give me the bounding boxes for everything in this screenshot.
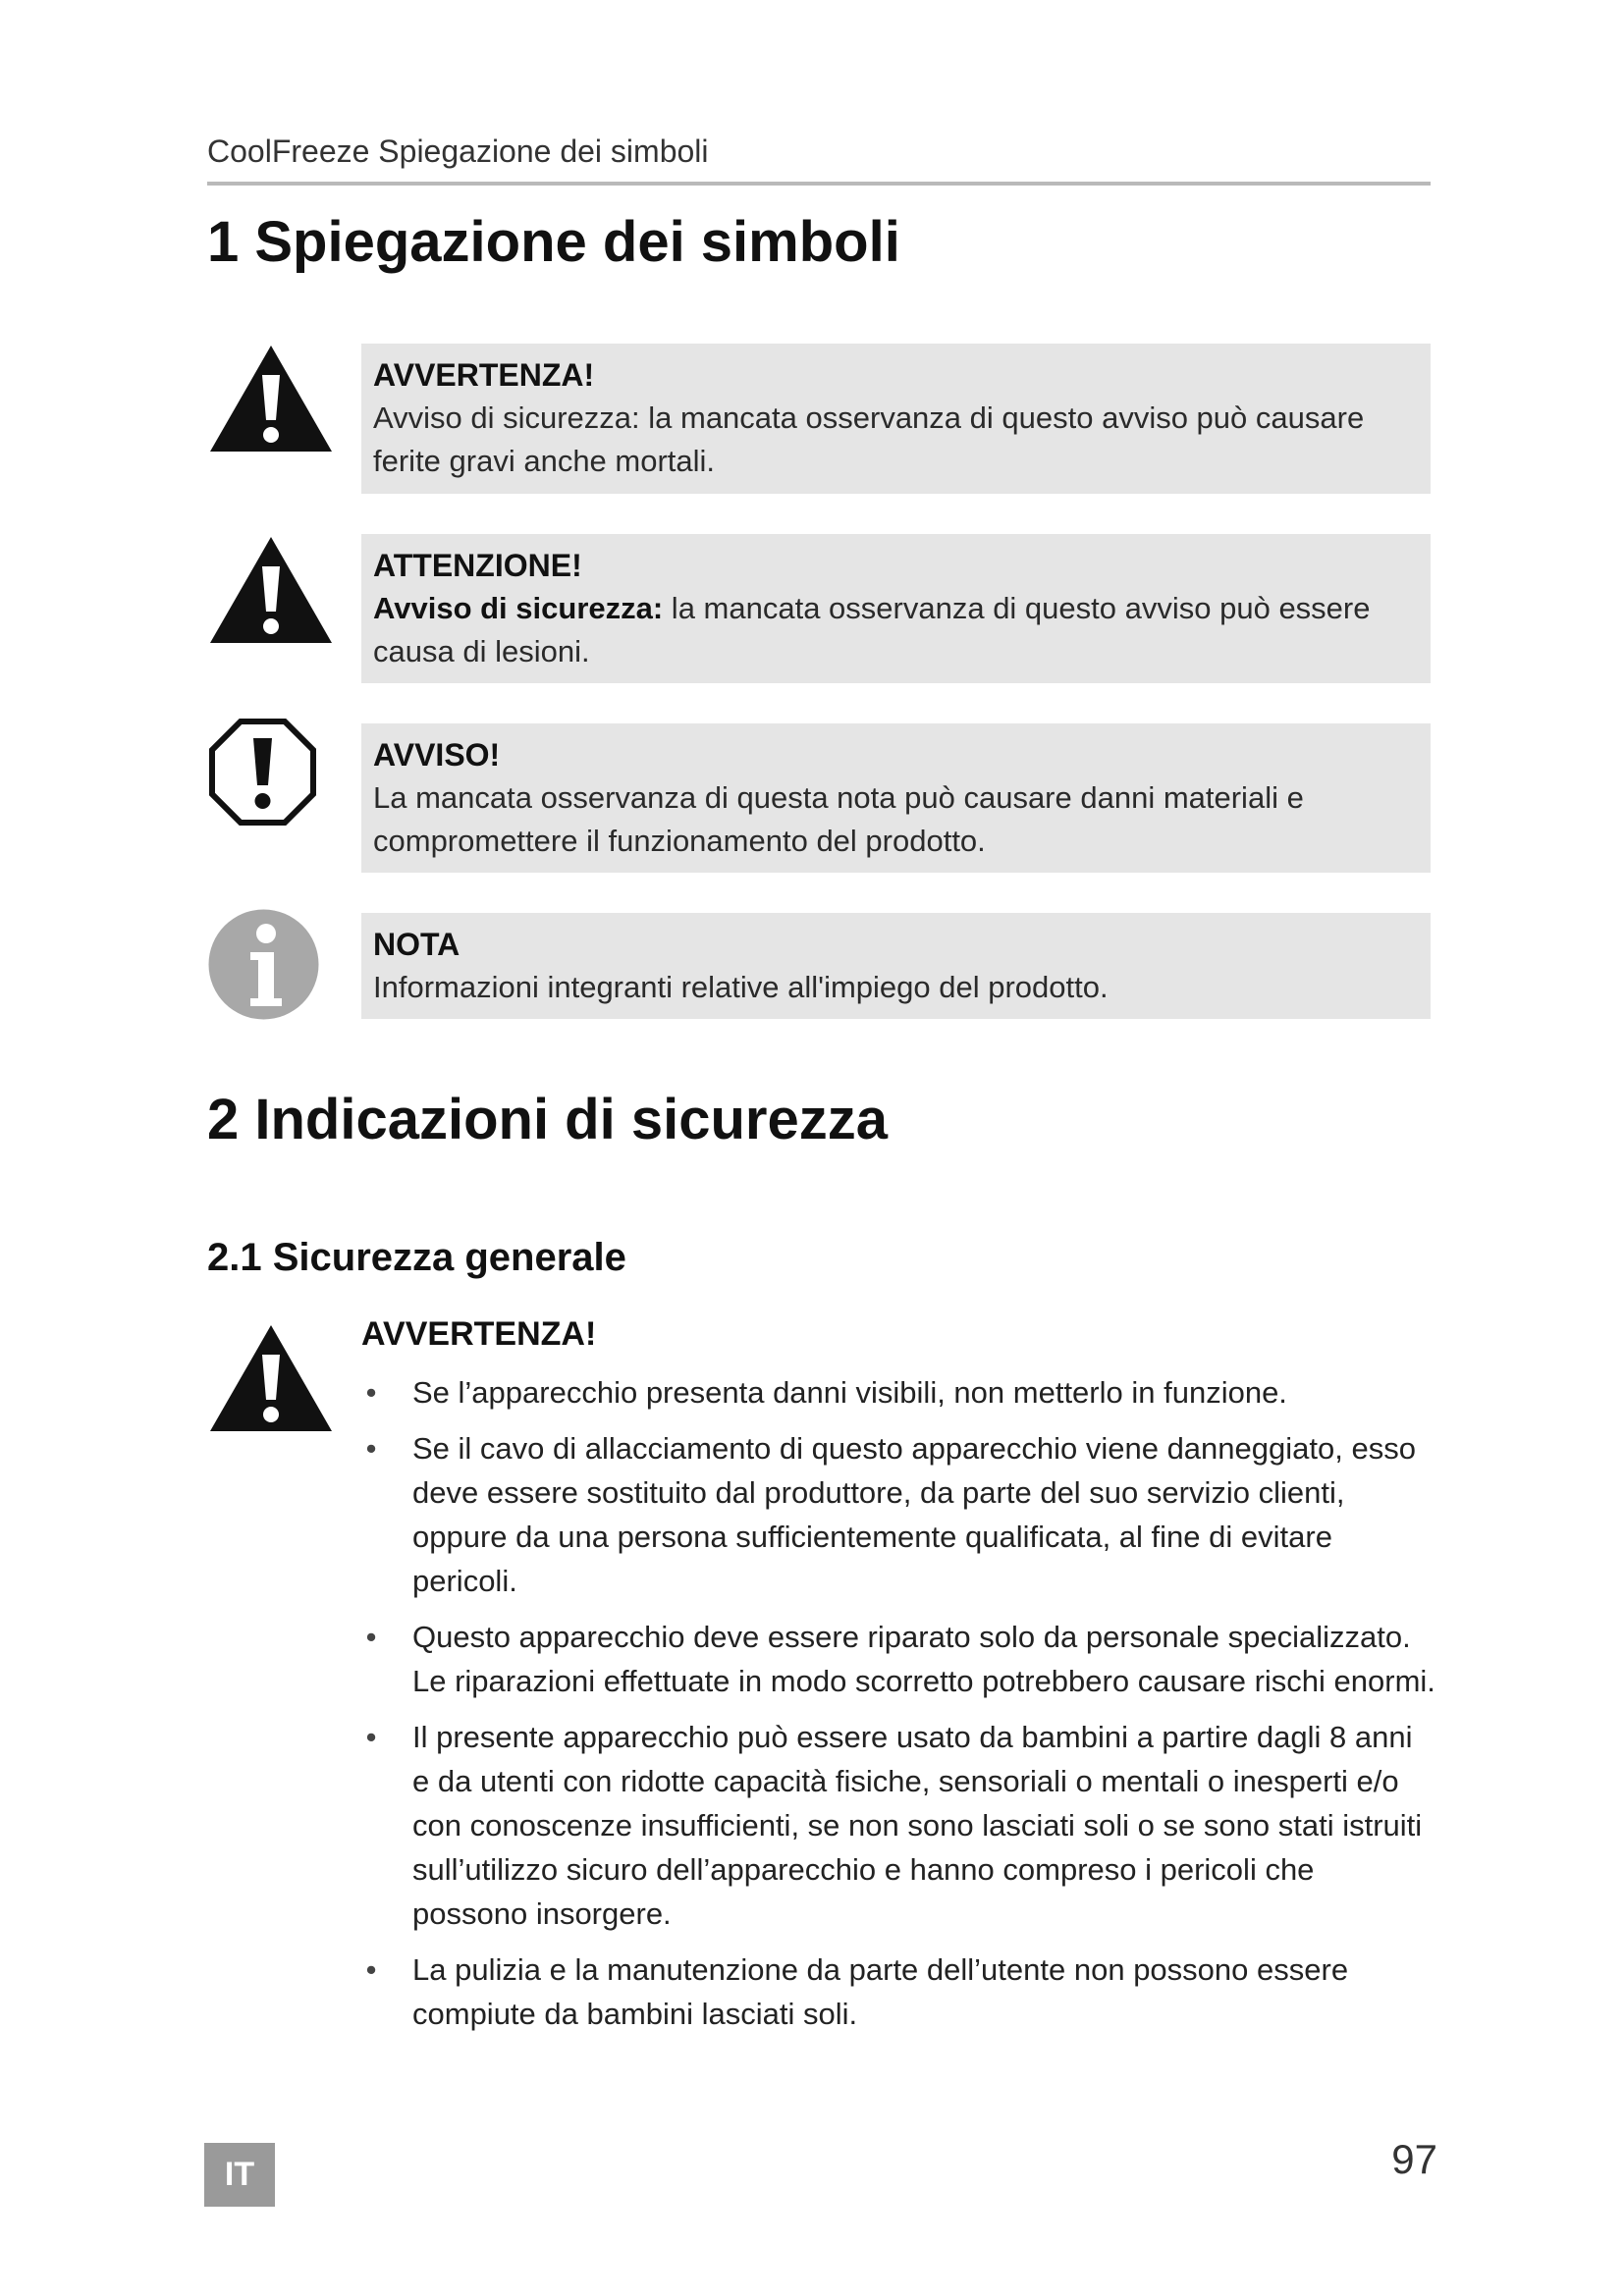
notice-text: La mancata osservanza di questa nota può causare danni materiali e compromettere il funzionamento del prodotto. xyxy=(373,780,1304,858)
notice-box-attenzione xyxy=(361,534,1431,683)
notice-title: NOTA xyxy=(373,927,460,962)
notice-box-avviso xyxy=(361,723,1431,873)
notice-text xyxy=(373,587,1417,673)
notice-title: ATTENZIONE! xyxy=(373,548,582,583)
notice-text: Informazioni integranti relative all'impiego del prodotto. xyxy=(373,970,1109,1004)
header-rule xyxy=(207,182,1431,186)
list-item: • La pulizia e la manutenzione da parte dell’utente non possono essere compiute da bambini lasciati soli. xyxy=(365,1952,1349,2031)
subsection-title: 2.1 Sicurezza generale xyxy=(207,1236,626,1279)
info-circle-icon xyxy=(207,908,320,1021)
page-number: 97 xyxy=(1391,2136,1437,2182)
notice-box-avvertenza xyxy=(361,344,1431,494)
notice-lead: Avviso di sicurezza: xyxy=(373,591,664,625)
octagon-exclamation-icon xyxy=(207,717,318,828)
warning-triangle-icon xyxy=(207,533,335,646)
section-2-title: 2 Indicazioni di sicurezza xyxy=(207,1088,888,1151)
warning-triangle-icon xyxy=(207,342,335,454)
warning-triangle-icon xyxy=(207,1321,335,1434)
notice-box-nota xyxy=(361,913,1431,1019)
list-item: • Questo apparecchio deve essere riparato solo da personale specializzato. Le riparazioni effettuate in modo scorretto potrebbero causare rischi enormi. xyxy=(365,1620,1435,1698)
warning-title: AVVERTENZA! xyxy=(361,1315,597,1353)
language-badge: IT xyxy=(204,2143,275,2207)
list-item: • Se l’apparecchio presenta danni visibili, non metterlo in funzione. xyxy=(365,1375,1287,1410)
notice-title: AVVERTENZA! xyxy=(373,357,595,393)
notice-text: Avviso di sicurezza: la mancata osservanza di questo avviso può causare ferite gravi anche mortali. xyxy=(373,400,1365,478)
notice-title: AVVISO! xyxy=(373,737,501,773)
section-1-title: 1 Spiegazione dei simboli xyxy=(207,210,900,274)
list-item: • Il presente apparecchio può essere usato da bambini a partire dagli 8 anni e da utenti con ridotte capacità fisiche, sensoriali o mentali o inesperti e/o con conoscenze insufficienti, se non sono lasciati soli o se sono stati istruiti sull’utilizzo sicuro dell’apparecchio e hanno compreso i pericoli che possono insorgere. xyxy=(365,1720,1423,1931)
list-item: • Se il cavo di allacciamento di questo apparecchio viene danneggiato, esso deve essere sostituito dal produttore, da parte del suo servizio clienti, oppure da una persona sufficientemente qualificata, al fine di evitare pericoli. xyxy=(365,1431,1416,1598)
running-header: CoolFreeze Spiegazione dei simboli xyxy=(207,133,709,169)
safety-list xyxy=(361,1370,1436,2048)
notice-body: la mancata osservanza di questo avviso può essere causa di lesioni. xyxy=(373,591,1371,668)
